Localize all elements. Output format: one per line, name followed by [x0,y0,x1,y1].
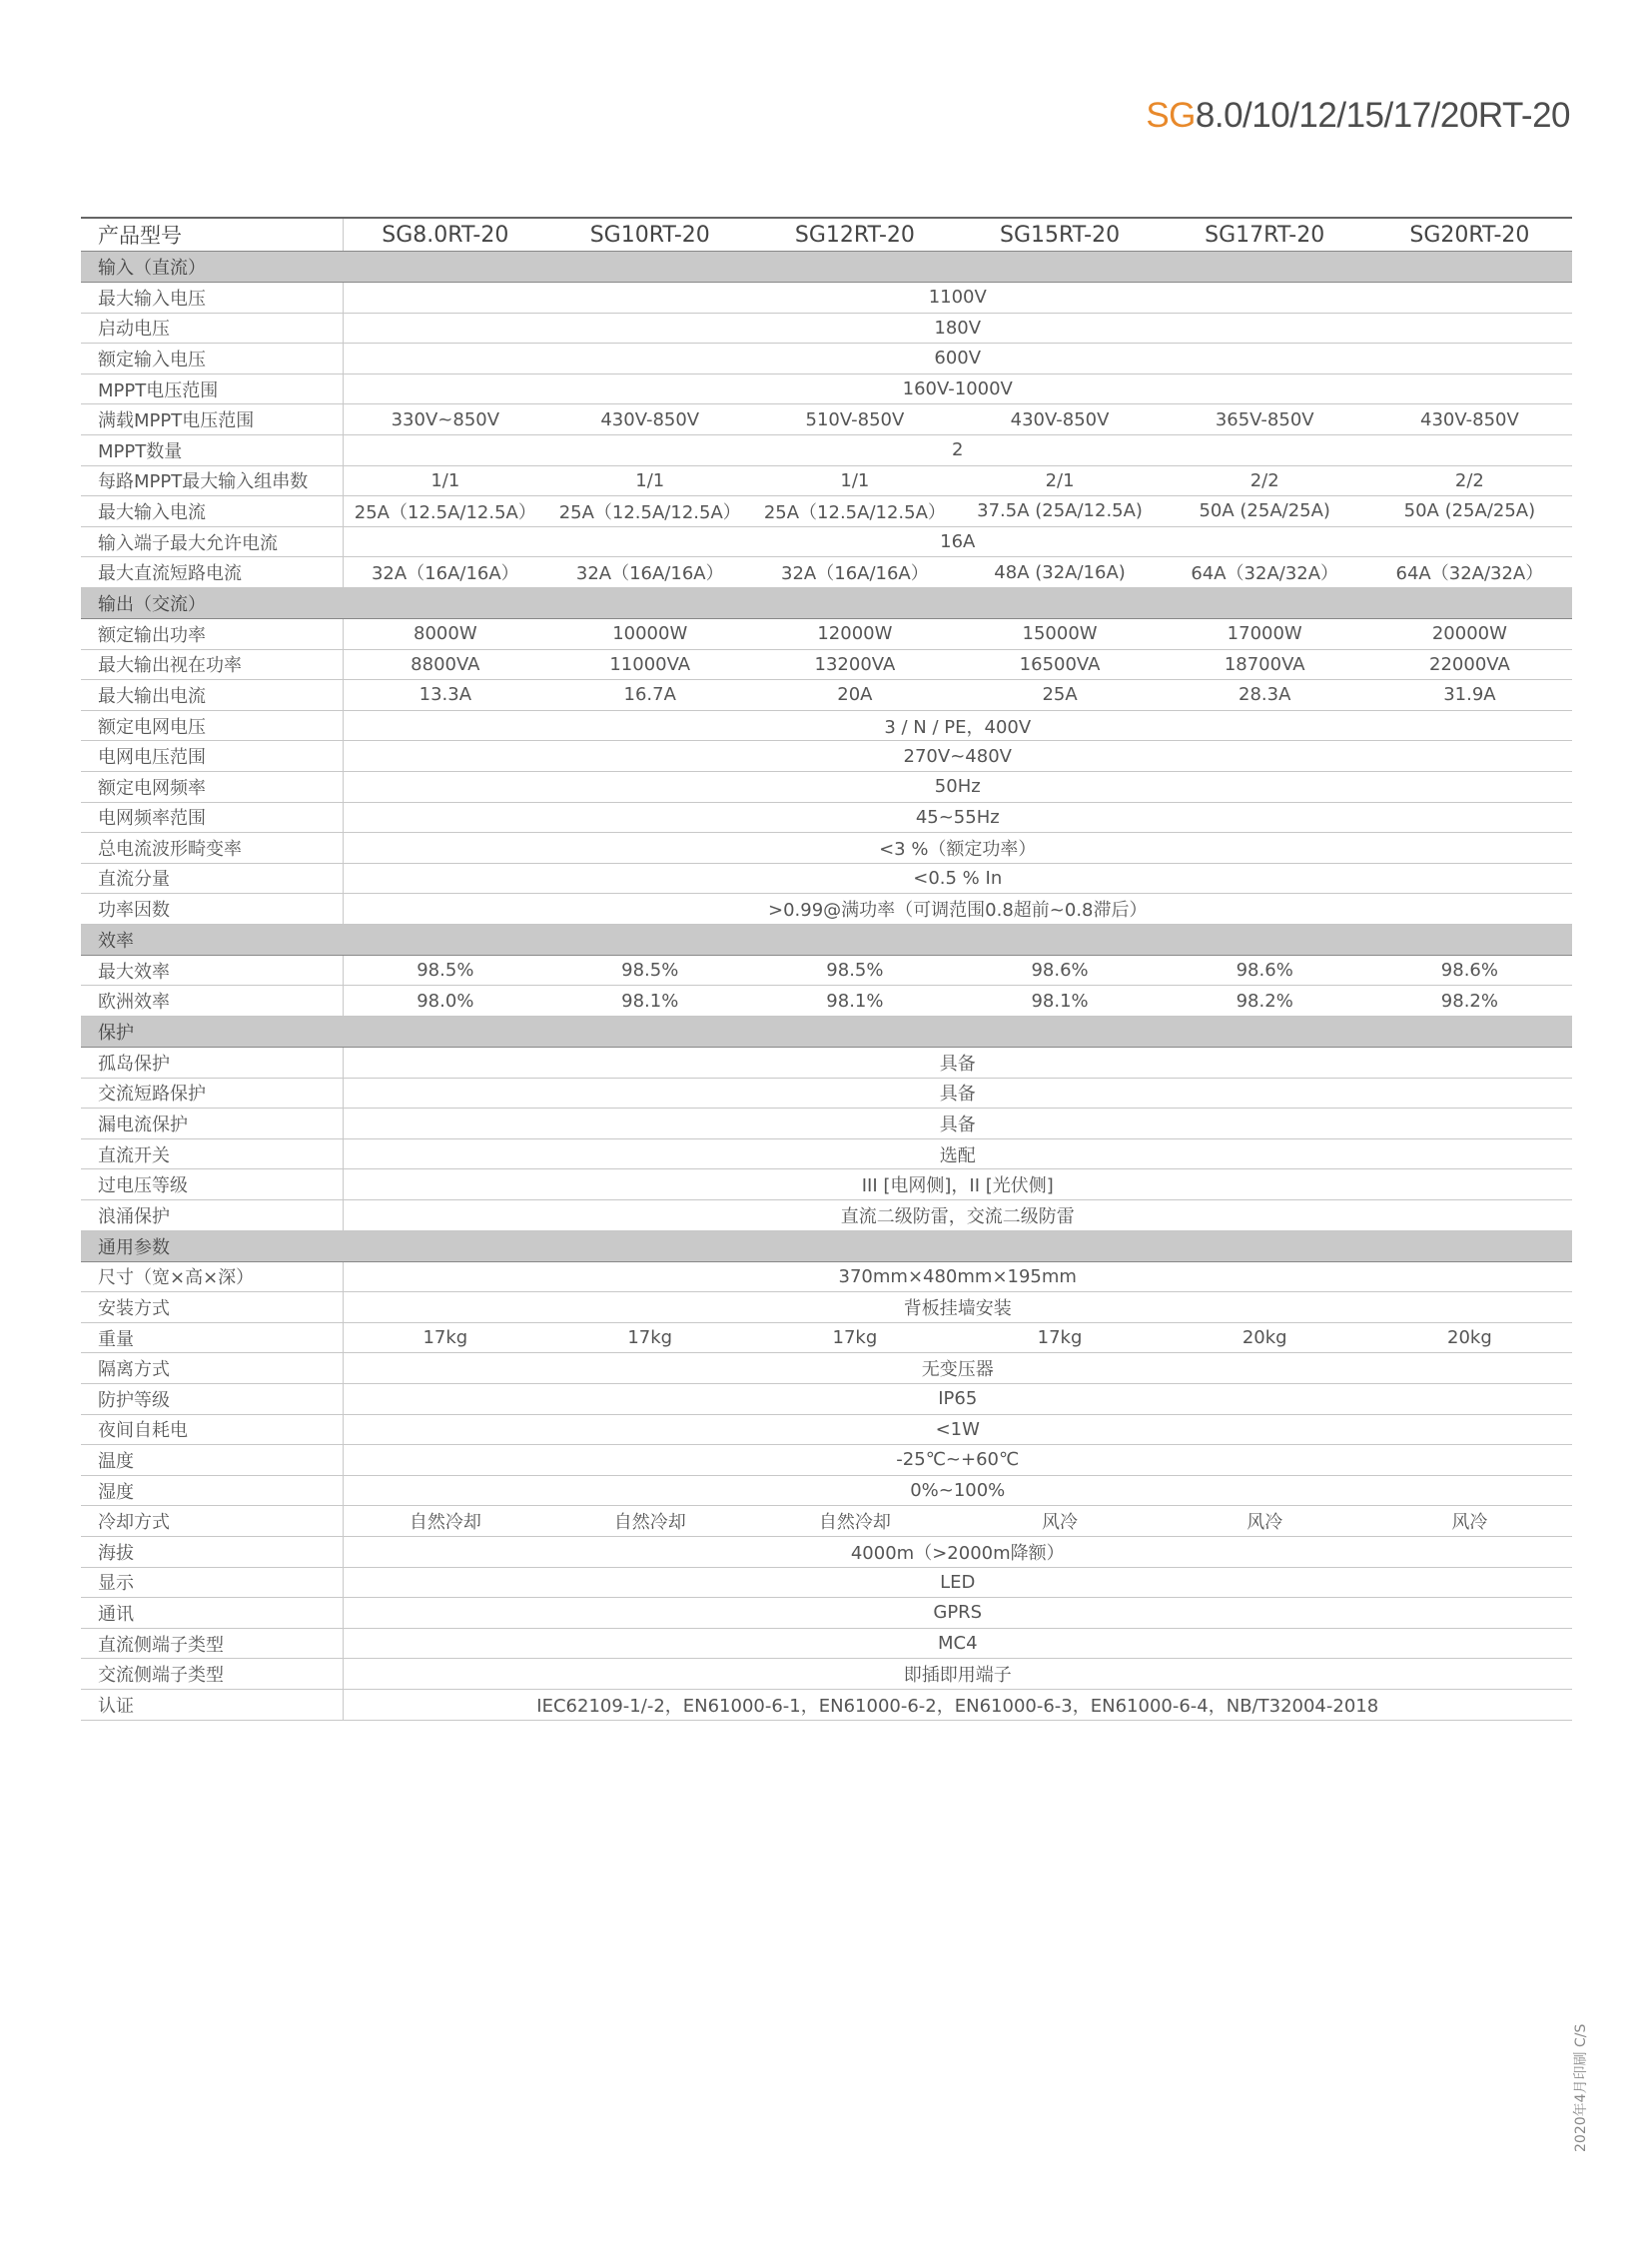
spec-label: 总电流波形畸变率 [81,833,343,864]
spec-row [81,1689,1572,1720]
spec-value: 98.5% [343,955,547,986]
spec-row [81,344,1572,374]
spec-value: 37.5A (25A/12.5A) [957,496,1162,527]
spec-value: 即插即用端子 [343,1659,1572,1690]
spec-row [81,1475,1572,1506]
section-row [81,252,1572,283]
header-model: SG17RT-20 [1163,218,1367,252]
section-title: 效率 [81,924,1572,955]
spec-value: 430V-850V [957,404,1162,435]
spec-value: 98.2% [1367,986,1572,1017]
spec-row [81,680,1572,711]
spec-value: 25A [957,680,1162,711]
spec-row [81,1138,1572,1169]
spec-row [81,1445,1572,1476]
spec-value: 背板挂墙安装 [343,1292,1572,1323]
spec-value: 18700VA [1163,649,1367,680]
spec-value: MC4 [343,1628,1572,1659]
spec-row [81,618,1572,649]
section-row [81,1017,1572,1048]
spec-value: 98.1% [547,986,752,1017]
spec-label: 交流短路保护 [81,1078,343,1109]
spec-value: 自然冷却 [343,1506,547,1537]
spec-value: -25℃~+60℃ [343,1445,1572,1476]
spec-row [81,1567,1572,1598]
spec-value: 98.1% [752,986,957,1017]
spec-row [81,894,1572,925]
spec-label: 防护等级 [81,1384,343,1415]
header-model: SG8.0RT-20 [343,218,547,252]
spec-row [81,374,1572,404]
spec-value: 3 / N / PE，400V [343,710,1572,741]
spec-value: 16A [343,526,1572,557]
spec-value: 45~55Hz [343,802,1572,833]
spec-value: 17kg [752,1322,957,1353]
spec-value: 17kg [343,1322,547,1353]
spec-value: 4000m（>2000m降额） [343,1536,1572,1567]
spec-row [81,986,1572,1017]
spec-value: 32A（16A/16A） [752,557,957,588]
spec-value: >0.99@满功率（可调范围0.8超前~0.8滞后） [343,894,1572,925]
spec-row [81,557,1572,588]
spec-value: 8000W [343,618,547,649]
spec-value: 180V [343,313,1572,344]
spec-row [81,1048,1572,1079]
spec-label: 湿度 [81,1475,343,1506]
spec-label: 每路MPPT最大输入组串数 [81,465,343,496]
spec-value: GPRS [343,1598,1572,1629]
spec-label: 最大直流短路电流 [81,557,343,588]
spec-value: 25A（12.5A/12.5A） [343,496,547,527]
spec-row [81,1598,1572,1629]
spec-value: 15000W [957,618,1162,649]
spec-value: 430V-850V [547,404,752,435]
spec-value: 1/1 [343,465,547,496]
spec-label: 认证 [81,1689,343,1720]
spec-row [81,1506,1572,1537]
spec-label: 安装方式 [81,1292,343,1323]
spec-value: 50A (25A/25A) [1163,496,1367,527]
spec-value: 风冷 [1163,1506,1367,1537]
spec-value: 50A (25A/25A) [1367,496,1572,527]
spec-value: 20000W [1367,618,1572,649]
spec-value: 48A (32A/16A) [957,557,1162,588]
spec-value: 13.3A [343,680,547,711]
spec-table [81,217,1572,1721]
section-row [81,1230,1572,1261]
spec-value: 25A（12.5A/12.5A） [752,496,957,527]
header-model: SG12RT-20 [752,218,957,252]
spec-value: 2 [343,434,1572,465]
spec-label: 最大输出电流 [81,680,343,711]
spec-label: MPPT数量 [81,434,343,465]
spec-value: LED [343,1567,1572,1598]
spec-row [81,1322,1572,1353]
title-accent: SG [1146,96,1196,135]
spec-row [81,1169,1572,1200]
spec-row [81,465,1572,496]
spec-value: 20A [752,680,957,711]
spec-value: 98.5% [752,955,957,986]
spec-value: 10000W [547,618,752,649]
spec-row [81,1628,1572,1659]
spec-row [81,1384,1572,1415]
spec-label: 额定电网电压 [81,710,343,741]
spec-value: 风冷 [1367,1506,1572,1537]
spec-label: 夜间自耗电 [81,1414,343,1445]
spec-value: 风冷 [957,1506,1162,1537]
spec-row [81,863,1572,894]
spec-value: 330V~850V [343,404,547,435]
spec-value: 自然冷却 [547,1506,752,1537]
spec-label: 欧洲效率 [81,986,343,1017]
spec-value: <1W [343,1414,1572,1445]
spec-value: 13200VA [752,649,957,680]
spec-label: 重量 [81,1322,343,1353]
spec-value: 160V-1000V [343,374,1572,404]
spec-value: 17kg [547,1322,752,1353]
spec-label: 过电压等级 [81,1169,343,1200]
spec-row [81,649,1572,680]
header-model: SG10RT-20 [547,218,752,252]
spec-value: 具备 [343,1109,1572,1139]
spec-value: 22000VA [1367,649,1572,680]
spec-label: 尺寸（宽×高×深） [81,1261,343,1292]
spec-value: 98.6% [1367,955,1572,986]
spec-value: 32A（16A/16A） [547,557,752,588]
spec-label: 海拔 [81,1536,343,1567]
spec-value: 64A（32A/32A） [1367,557,1572,588]
section-title: 输入（直流） [81,252,1572,283]
title-models: 8.0/10/12/15/17/20RT-20 [1195,96,1570,135]
spec-row [81,955,1572,986]
spec-row [81,1261,1572,1292]
section-title: 保护 [81,1017,1572,1048]
spec-value: 16500VA [957,649,1162,680]
spec-row [81,313,1572,344]
spec-label: 电网电压范围 [81,741,343,772]
spec-value: 370mm×480mm×195mm [343,1261,1572,1292]
spec-value: 12000W [752,618,957,649]
spec-value: 无变压器 [343,1353,1572,1384]
spec-label: MPPT电压范围 [81,374,343,404]
spec-value: 98.1% [957,986,1162,1017]
spec-value: 98.5% [547,955,752,986]
spec-row [81,526,1572,557]
header-model: SG15RT-20 [957,218,1162,252]
spec-row [81,496,1572,527]
spec-label: 直流侧端子类型 [81,1628,343,1659]
spec-row [81,833,1572,864]
spec-value: IP65 [343,1384,1572,1415]
spec-label: 直流开关 [81,1138,343,1169]
spec-row [81,771,1572,802]
spec-value: 16.7A [547,680,752,711]
spec-row [81,404,1572,435]
spec-value: 600V [343,344,1572,374]
spec-value: <3 %（额定功率） [343,833,1572,864]
spec-row [81,1659,1572,1690]
spec-row [81,1078,1572,1109]
spec-value: 2/2 [1163,465,1367,496]
spec-label: 漏电流保护 [81,1109,343,1139]
spec-value: 20kg [1367,1322,1572,1353]
header-label: 产品型号 [81,218,343,252]
spec-value: 20kg [1163,1322,1367,1353]
spec-value: 1100V [343,283,1572,314]
spec-label: 交流侧端子类型 [81,1659,343,1690]
spec-row [81,1353,1572,1384]
spec-value: 2/1 [957,465,1162,496]
spec-label: 隔离方式 [81,1353,343,1384]
spec-label: 电网频率范围 [81,802,343,833]
section-title: 输出（交流） [81,587,1572,618]
spec-label: 冷却方式 [81,1506,343,1537]
spec-value: III [电网侧]，II [光伏侧] [343,1169,1572,1200]
spec-value: 98.6% [957,955,1162,986]
spec-label: 温度 [81,1445,343,1476]
spec-table-body [81,252,1572,1721]
spec-value: 64A（32A/32A） [1163,557,1367,588]
spec-label: 浪涌保护 [81,1200,343,1231]
spec-label: 孤岛保护 [81,1048,343,1079]
spec-value: 28.3A [1163,680,1367,711]
spec-row [81,434,1572,465]
spec-value: <0.5 % In [343,863,1572,894]
spec-label: 功率因数 [81,894,343,925]
spec-row [81,802,1572,833]
spec-label: 最大效率 [81,955,343,986]
section-row [81,587,1572,618]
table-header-row [81,218,1572,252]
spec-value: 11000VA [547,649,752,680]
spec-value: 98.0% [343,986,547,1017]
spec-row [81,710,1572,741]
spec-value: 17kg [957,1322,1162,1353]
spec-value: 25A（12.5A/12.5A） [547,496,752,527]
spec-label: 额定输入电压 [81,344,343,374]
spec-value: 1/1 [547,465,752,496]
spec-value: 50Hz [343,771,1572,802]
spec-row [81,1109,1572,1139]
section-row [81,924,1572,955]
spec-label: 显示 [81,1567,343,1598]
spec-value: 510V-850V [752,404,957,435]
section-title: 通用参数 [81,1230,1572,1261]
header-model: SG20RT-20 [1367,218,1572,252]
spec-label: 启动电压 [81,313,343,344]
spec-value: 8800VA [343,649,547,680]
spec-row [81,741,1572,772]
spec-value: 直流二级防雷，交流二级防雷 [343,1200,1572,1231]
spec-value: 17000W [1163,618,1367,649]
spec-label: 额定输出功率 [81,618,343,649]
spec-value: 98.2% [1163,986,1367,1017]
spec-label: 最大输出视在功率 [81,649,343,680]
page-title [1146,96,1570,136]
spec-value: IEC62109-1/-2，EN61000-6-1，EN61000-6-2，EN61000-6-3，EN61000-6-4，NB/T32004-2018 [343,1689,1572,1720]
spec-value: 0%~100% [343,1475,1572,1506]
spec-label: 最大输入电压 [81,283,343,314]
spec-value: 选配 [343,1138,1572,1169]
spec-label: 最大输入电流 [81,496,343,527]
spec-label: 额定电网频率 [81,771,343,802]
spec-row [81,1292,1572,1323]
spec-value: 1/1 [752,465,957,496]
spec-row [81,1414,1572,1445]
print-note: 2020年4月印刷 C/S [1573,2023,1589,2152]
spec-label: 直流分量 [81,863,343,894]
spec-label: 通讯 [81,1598,343,1629]
spec-row [81,1536,1572,1567]
spec-value: 具备 [343,1048,1572,1079]
spec-label: 满载MPPT电压范围 [81,404,343,435]
spec-value: 98.6% [1163,955,1367,986]
spec-value: 31.9A [1367,680,1572,711]
spec-label: 输入端子最大允许电流 [81,526,343,557]
spec-value: 430V-850V [1367,404,1572,435]
spec-value: 270V~480V [343,741,1572,772]
spec-value: 自然冷却 [752,1506,957,1537]
spec-row [81,1200,1572,1231]
spec-value: 具备 [343,1078,1572,1109]
spec-row [81,283,1572,314]
spec-value: 32A（16A/16A） [343,557,547,588]
spec-value: 365V-850V [1163,404,1367,435]
spec-value: 2/2 [1367,465,1572,496]
